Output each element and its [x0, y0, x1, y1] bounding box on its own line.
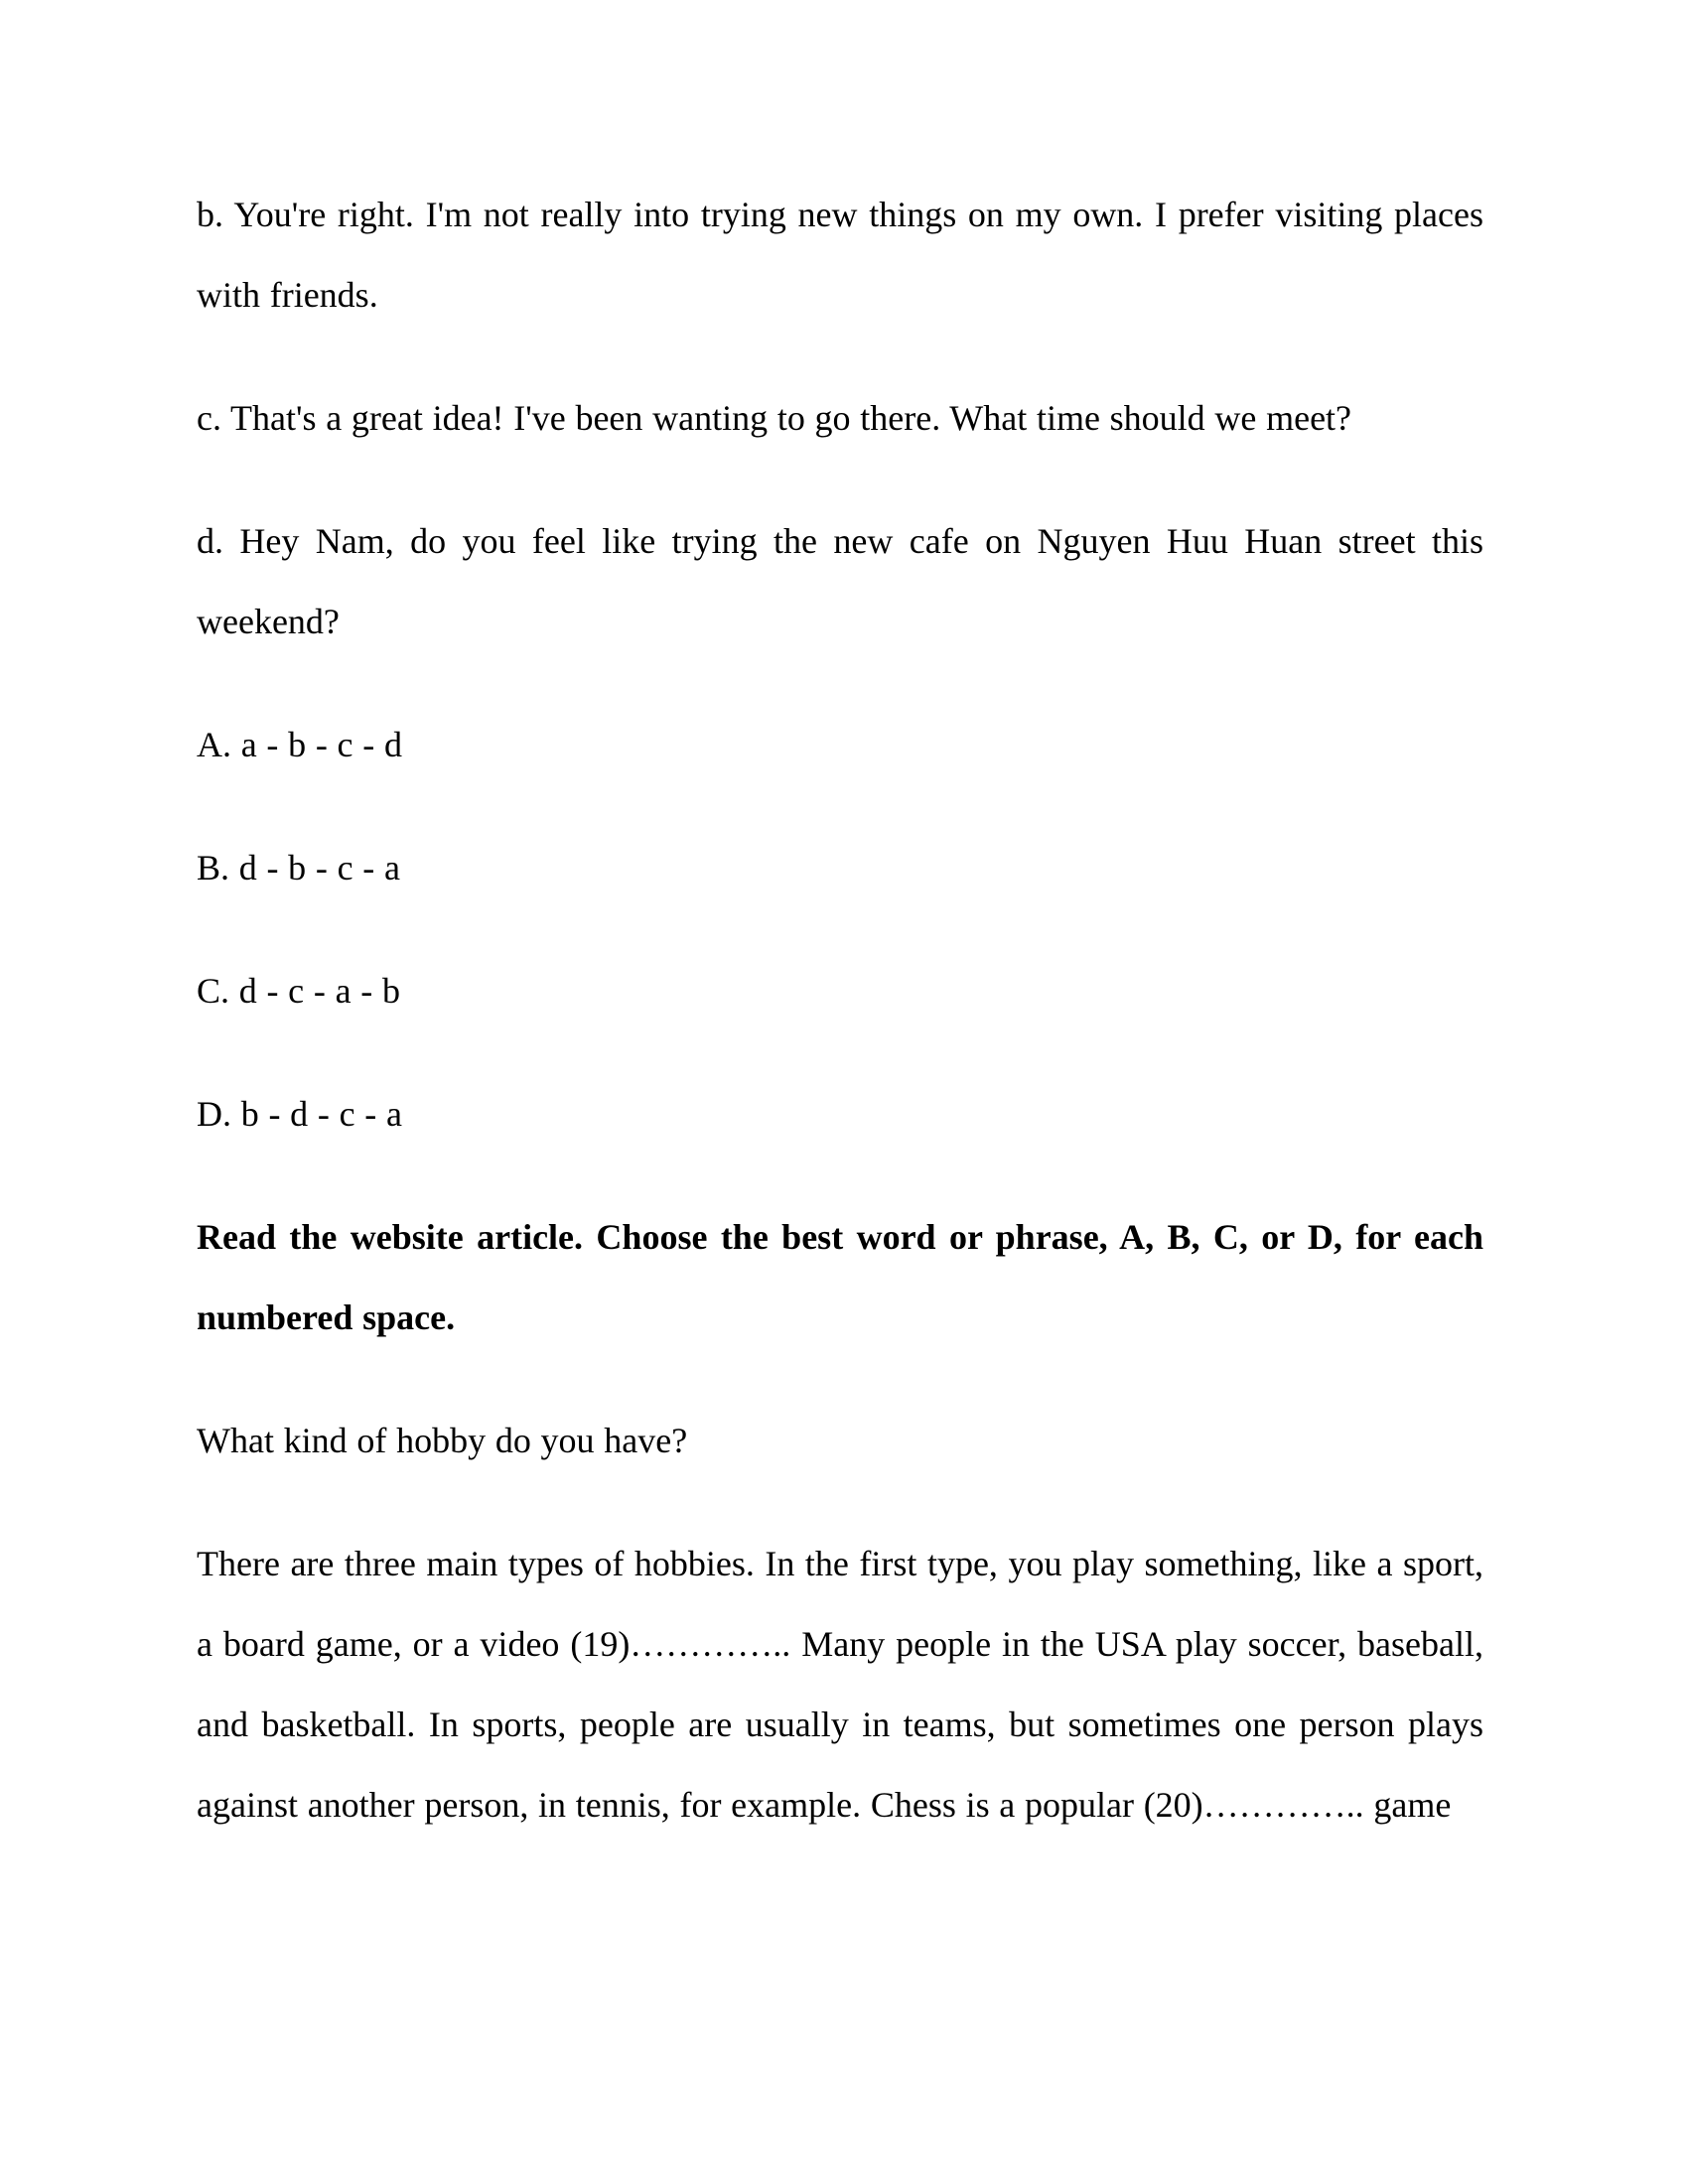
answer-option-C: C. d - c - a - b [197, 971, 400, 1011]
reading-instruction: Read the website article. Choose the best word or phrase, A, B, C, or D, for each numbered space. [197, 1217, 1483, 1337]
answer-option-A: A. a - b - c - d [197, 725, 402, 764]
answer-option-B: B. d - b - c - a [197, 848, 400, 887]
dialogue-line-d: d. Hey Nam, do you feel like trying the new cafe on Nguyen Huu Huan street this weekend? [197, 521, 1483, 641]
dialogue-line-b: b. You're right. I'm not really into trying new things on my own. I prefer visiting places with friends. [197, 195, 1483, 315]
document-content [197, 175, 1483, 1888]
article-title-question: What kind of hobby do you have? [197, 1421, 688, 1460]
article-body: There are three main types of hobbies. In the first type, you play something, like a sport, a board game, or a video (19)………….. Many people in the USA play soccer, baseball, and basketball. In sports, people are usually in teams, but sometimes one person plays against another person, in tennis, for example. Chess is a popular (20)………….. game [197, 1544, 1483, 1825]
answer-option-D: D. b - d - c - a [197, 1094, 402, 1134]
dialogue-line-c: c. That's a great idea! I've been wanting to go there. What time should we meet? [197, 398, 1352, 438]
